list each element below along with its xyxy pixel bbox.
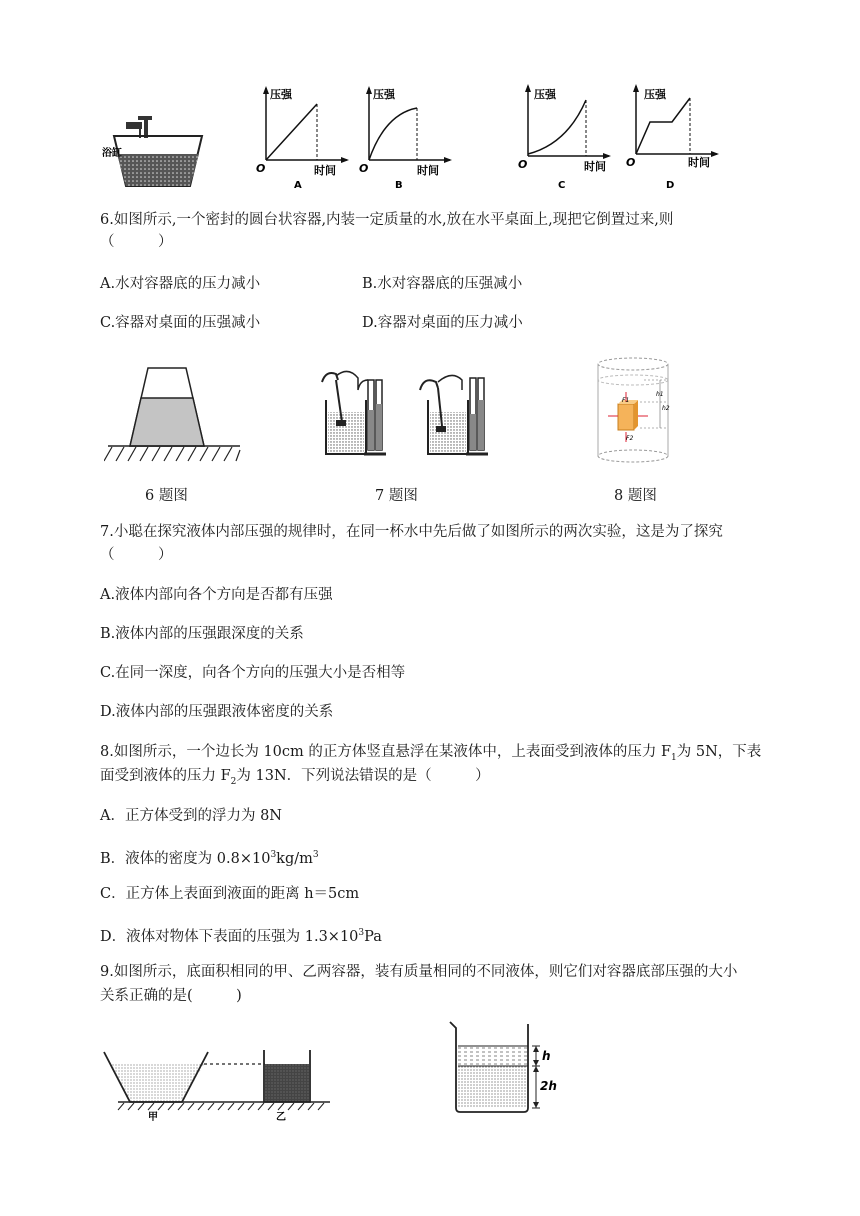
svg-text:时间: 时间 <box>417 164 439 177</box>
q7-stem-line2: （ ） <box>100 547 173 563</box>
fig8-label-f1: F1 <box>622 397 630 404</box>
fig8-suspended-cube <box>588 352 688 472</box>
fig9-jia-yi-containers <box>100 1040 336 1124</box>
q7-option-d: D.液体内部的压强跟液体密度的关系 <box>100 704 334 720</box>
svg-text:时间: 时间 <box>688 156 710 169</box>
q6-option-b: B.水对容器底的压强减小 <box>362 276 523 292</box>
fig7-caption: 7 题图 <box>375 488 418 504</box>
q7-option-b: B.液体内部的压强跟深度的关系 <box>100 626 304 642</box>
svg-text:压强: 压强 <box>270 88 292 101</box>
graph-a-letter: A <box>294 180 302 191</box>
fig8-caption: 8 题图 <box>614 488 657 504</box>
graph-b-letter: B <box>395 180 403 191</box>
q6-stem-line1: 6.如图所示,一个密封的圆台状容器,内装一定质量的水,放在水平桌面上,现把它倒置过来,则 <box>100 212 674 228</box>
fig8-label-h2: h2 <box>662 405 670 412</box>
svg-text:O: O <box>626 156 636 169</box>
q9-stem-line1: 9.如图所示，底面积相同的甲、乙两容器，装有质量相同的不同液体，则它们对容器底部压强的大小 <box>100 964 738 980</box>
svg-text:O: O <box>518 158 528 171</box>
q9-stem-line2: 关系正确的是( ) <box>100 988 242 1004</box>
q8-option-c: C．正方体上表面到液面的距离 h＝5cm <box>100 886 360 902</box>
fig8-label-h1: h1 <box>656 391 664 398</box>
graph-b <box>355 82 455 192</box>
graph-c <box>512 82 612 192</box>
graph-c-letter: C <box>558 180 566 191</box>
q6-option-d: D.容器对桌面的压力减小 <box>362 315 523 331</box>
fig7-manometer-experiments <box>312 360 496 460</box>
svg-text:压强: 压强 <box>373 88 395 101</box>
tub-label: 浴缸 <box>102 148 122 159</box>
q7-option-a: A.液体内部向各个方向是否都有压强 <box>100 587 333 603</box>
q6-option-a: A.水对容器底的压力减小 <box>100 276 261 292</box>
fig9-beaker-h-2h <box>440 1018 570 1118</box>
q6-stem-line2: （ ） <box>100 234 173 250</box>
fig8-label-f2: F2 <box>626 435 634 442</box>
svg-text:O: O <box>359 162 369 175</box>
fig6-frustum-container <box>104 362 244 466</box>
q8-stem-line1: 8.如图所示，一个边长为 10cm 的正方体竖直悬浮在某液体中，上表面受到液体的压力 $F_1$为 5N，下表 <box>100 744 762 763</box>
q8-option-a: A．正方体受到的浮力为 8N <box>100 808 282 824</box>
q6-option-c: C.容器对桌面的压强减小 <box>100 315 261 331</box>
label-h: h <box>542 1049 551 1063</box>
svg-text:时间: 时间 <box>314 164 336 177</box>
label-yi: 乙 <box>276 1112 286 1123</box>
graph-d <box>622 82 722 192</box>
label-jia: 甲 <box>148 1112 158 1123</box>
q8-option-d: D．液体对物体下表面的压强为 $1.3\times 10^3Pa$ <box>100 928 382 945</box>
graph-d-letter: D <box>666 180 675 191</box>
label-2h: 2h <box>540 1079 557 1093</box>
svg-text:O: O <box>256 162 266 175</box>
svg-text:压强: 压强 <box>534 88 556 101</box>
svg-text:压强: 压强 <box>644 88 666 101</box>
q7-stem-line1: 7.小聪在探究液体内部压强的规律时，在同一杯水中先后做了如图所示的两次实验，这是为了探究 <box>100 524 723 540</box>
fig6-caption: 6 题图 <box>145 488 188 504</box>
q8-stem-line2: 面受到液体的压力 $F_2$为 13N．下列说法错误的是（ ） <box>100 768 490 787</box>
bathtub-figure <box>100 108 210 190</box>
graph-a <box>252 82 352 192</box>
svg-text:时间: 时间 <box>584 160 606 173</box>
q7-option-c: C.在同一深度，向各个方向的压强大小是否相等 <box>100 665 406 681</box>
q8-option-b: B．液体的密度为 $0.8\times 10^3kg/m^3$ <box>100 850 319 867</box>
